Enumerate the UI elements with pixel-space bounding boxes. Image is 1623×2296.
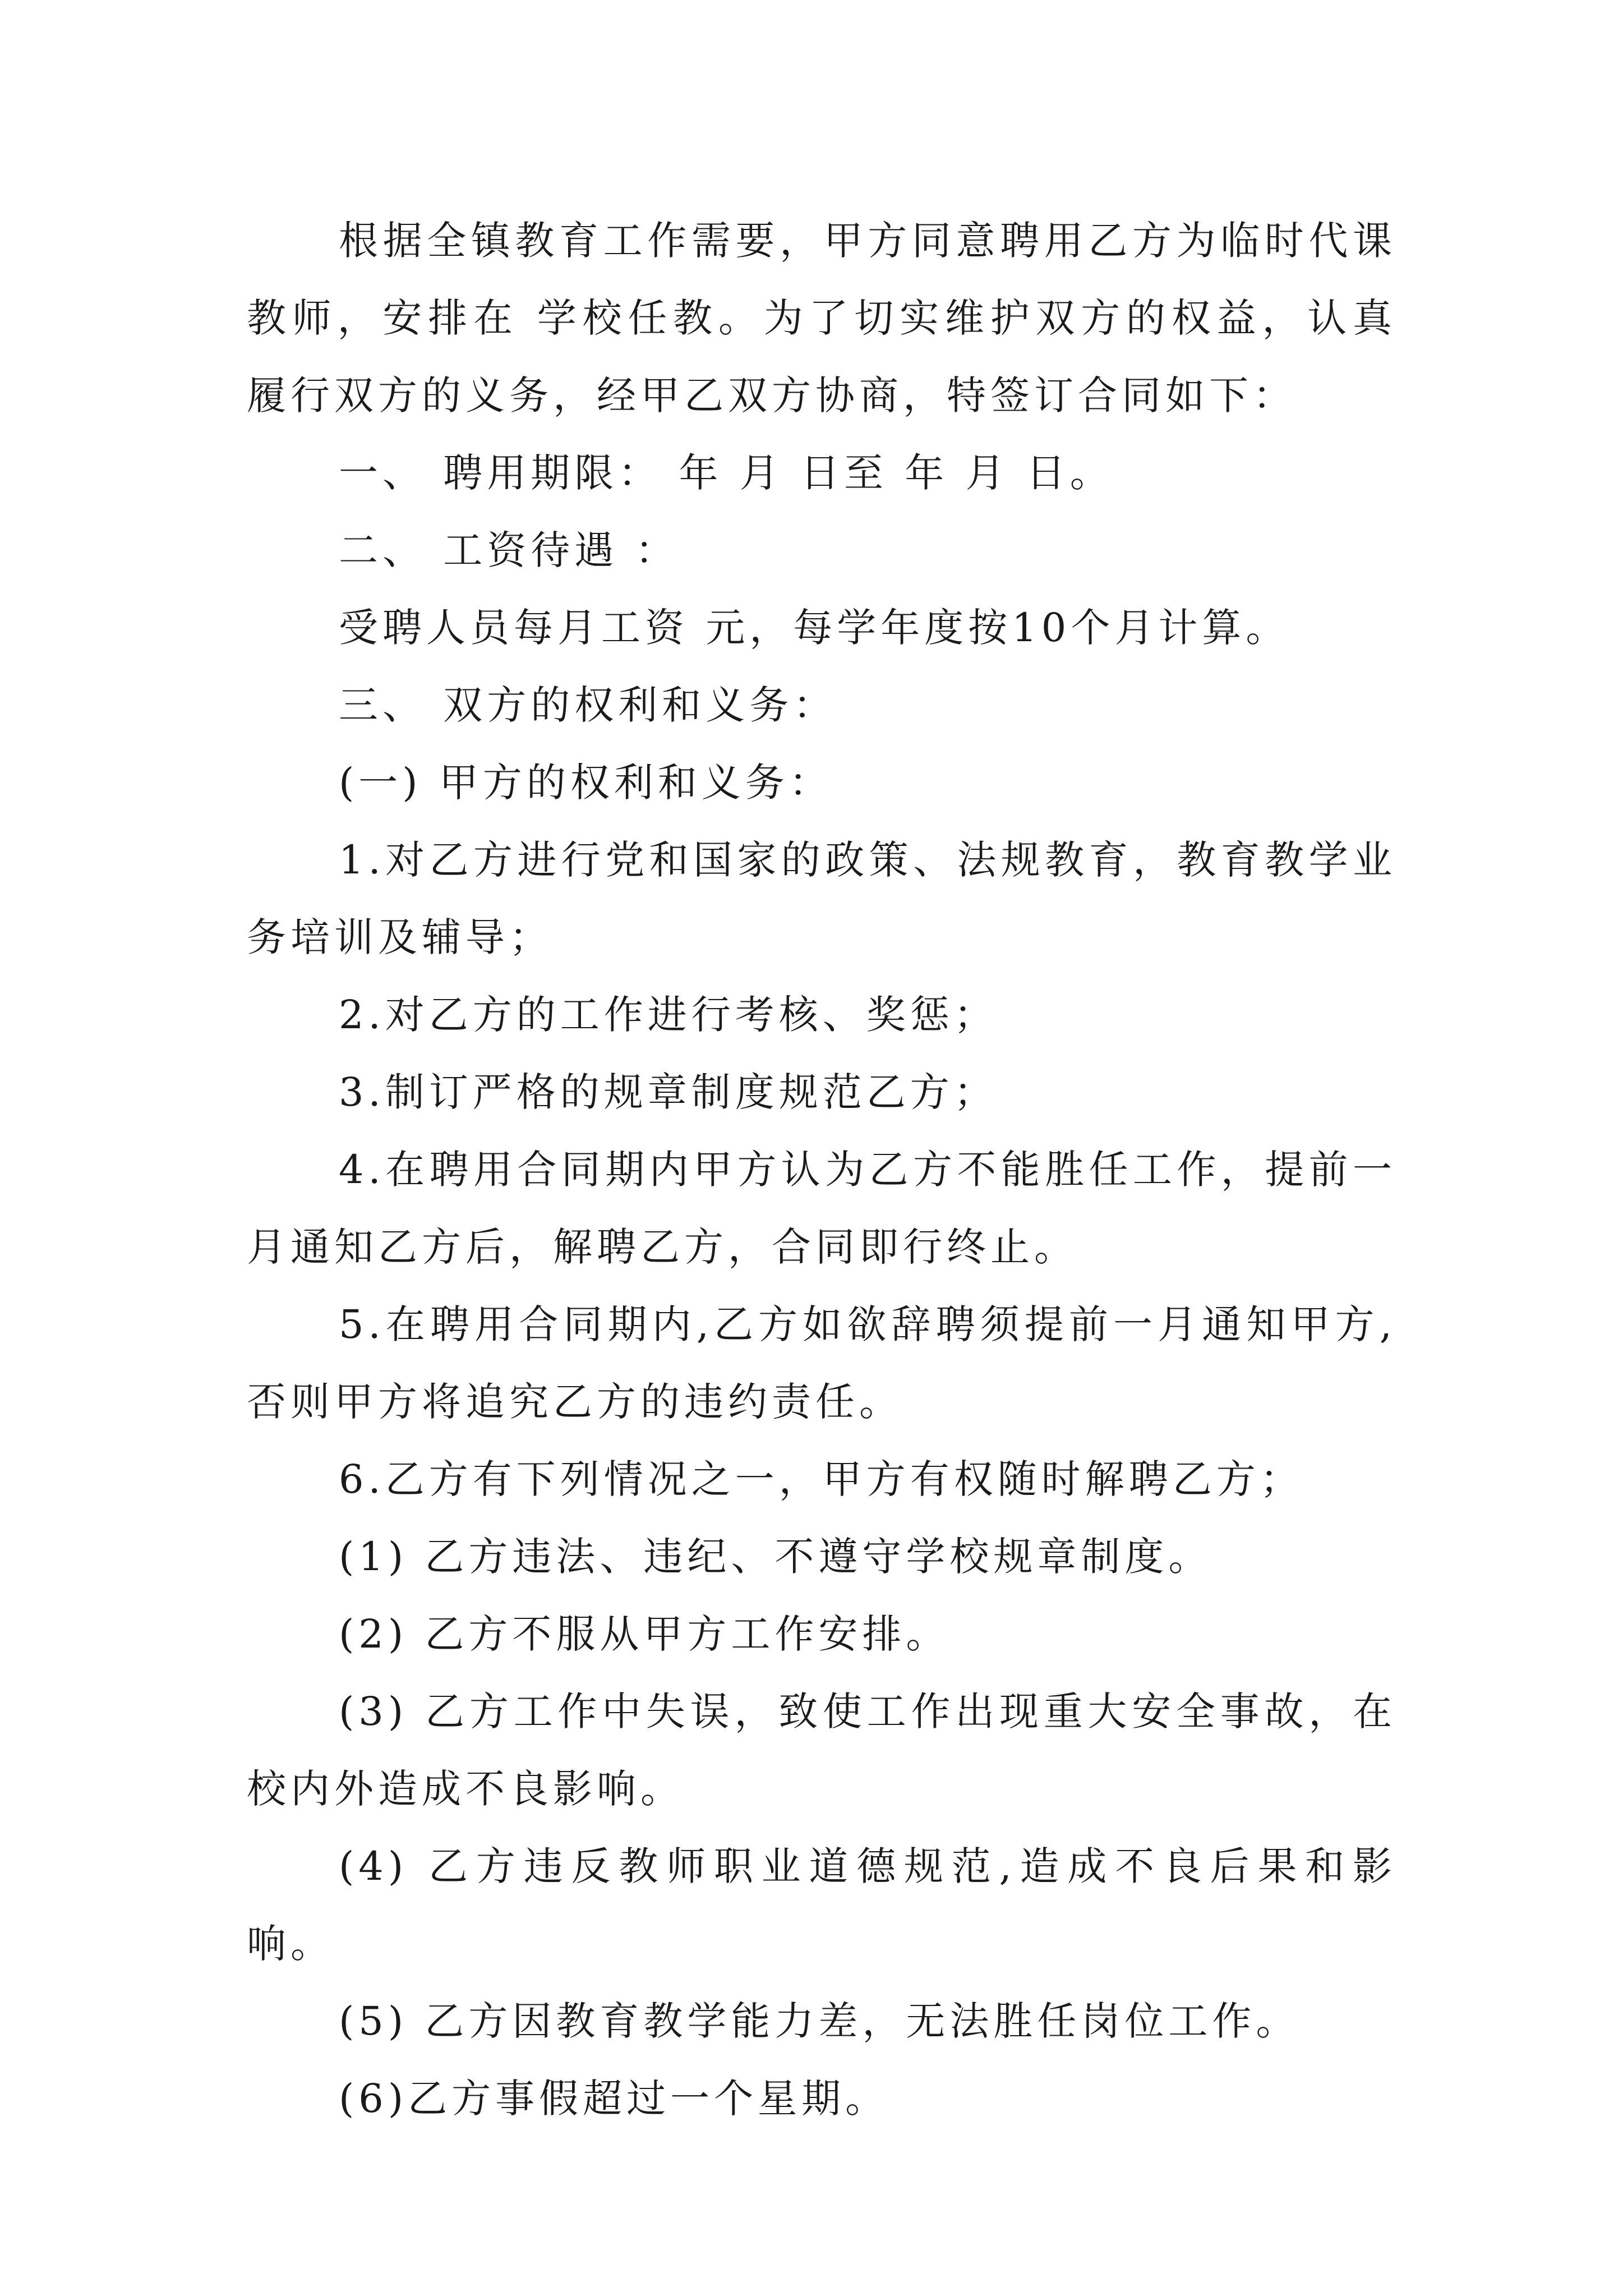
paragraph-subitem-5: (5) 乙方因教育教学能力差，无法胜任岗位工作。 — [339, 1998, 1300, 2044]
paragraph-rights-heading: 三、 双方的权利和义务： — [339, 682, 837, 728]
paragraph-subitem-6: (6)乙方事假超过一个星期。 — [339, 2076, 889, 2122]
paragraph-subitem-2: (2) 乙方不服从甲方工作安排。 — [339, 1611, 950, 1657]
paragraph-subitem-4: (4) 乙方违反教师职业道德规范,造成不良后果和影响。 — [247, 1843, 1396, 1967]
paragraph-salary: 受聘人员每月工资 元，每学年度按10个月计算。 — [339, 605, 1290, 651]
paragraph-salary-heading: 二、 工资待遇 ： — [339, 527, 679, 573]
paragraph-item-6: 6.乙方有下列情况之一，甲方有权随时解聘乙方； — [339, 1456, 1304, 1502]
paragraph-subitem-3: (3) 乙方工作中失误，致使工作出现重大安全事故，在校内外造成不良影响。 — [247, 1688, 1396, 1812]
paragraph-item-1: 1.对乙方进行党和国家的政策、法规教育，教育教学业务培训及辅导； — [247, 837, 1396, 960]
paragraph-item-2: 2.对乙方的工作进行考核、奖惩； — [339, 992, 998, 1038]
paragraph-item-3: 3.制订严格的规章制度规范乙方； — [339, 1069, 998, 1115]
paragraph-item-5: 5.在聘用合同期内,乙方如欲辞聘须提前一月通知甲方,否则甲方将追究乙方的违约责任。 — [247, 1301, 1396, 1425]
paragraph-intro: 根据全镇教育工作需要，甲方同意聘用乙方为临时代课教师，安排在 学校任教。为了切实维护双方的权益，认真履行双方的义务，经甲乙双方协商，特签订合同如下： — [247, 218, 1396, 418]
paragraph-subitem-1: (1) 乙方违法、违纪、不遵守学校规章制度。 — [339, 1534, 1212, 1580]
paragraph-item-4: 4.在聘用合同期内甲方认为乙方不能胜任工作，提前一月通知乙方后，解聘乙方，合同即行终止。 — [247, 1147, 1396, 1270]
paragraph-party-a-heading: (一) 甲方的权利和义务： — [339, 760, 833, 806]
document-body — [247, 202, 1396, 2137]
paragraph-term: 一、 聘用期限： 年 月 日至 年 月 日。 — [339, 450, 1114, 496]
